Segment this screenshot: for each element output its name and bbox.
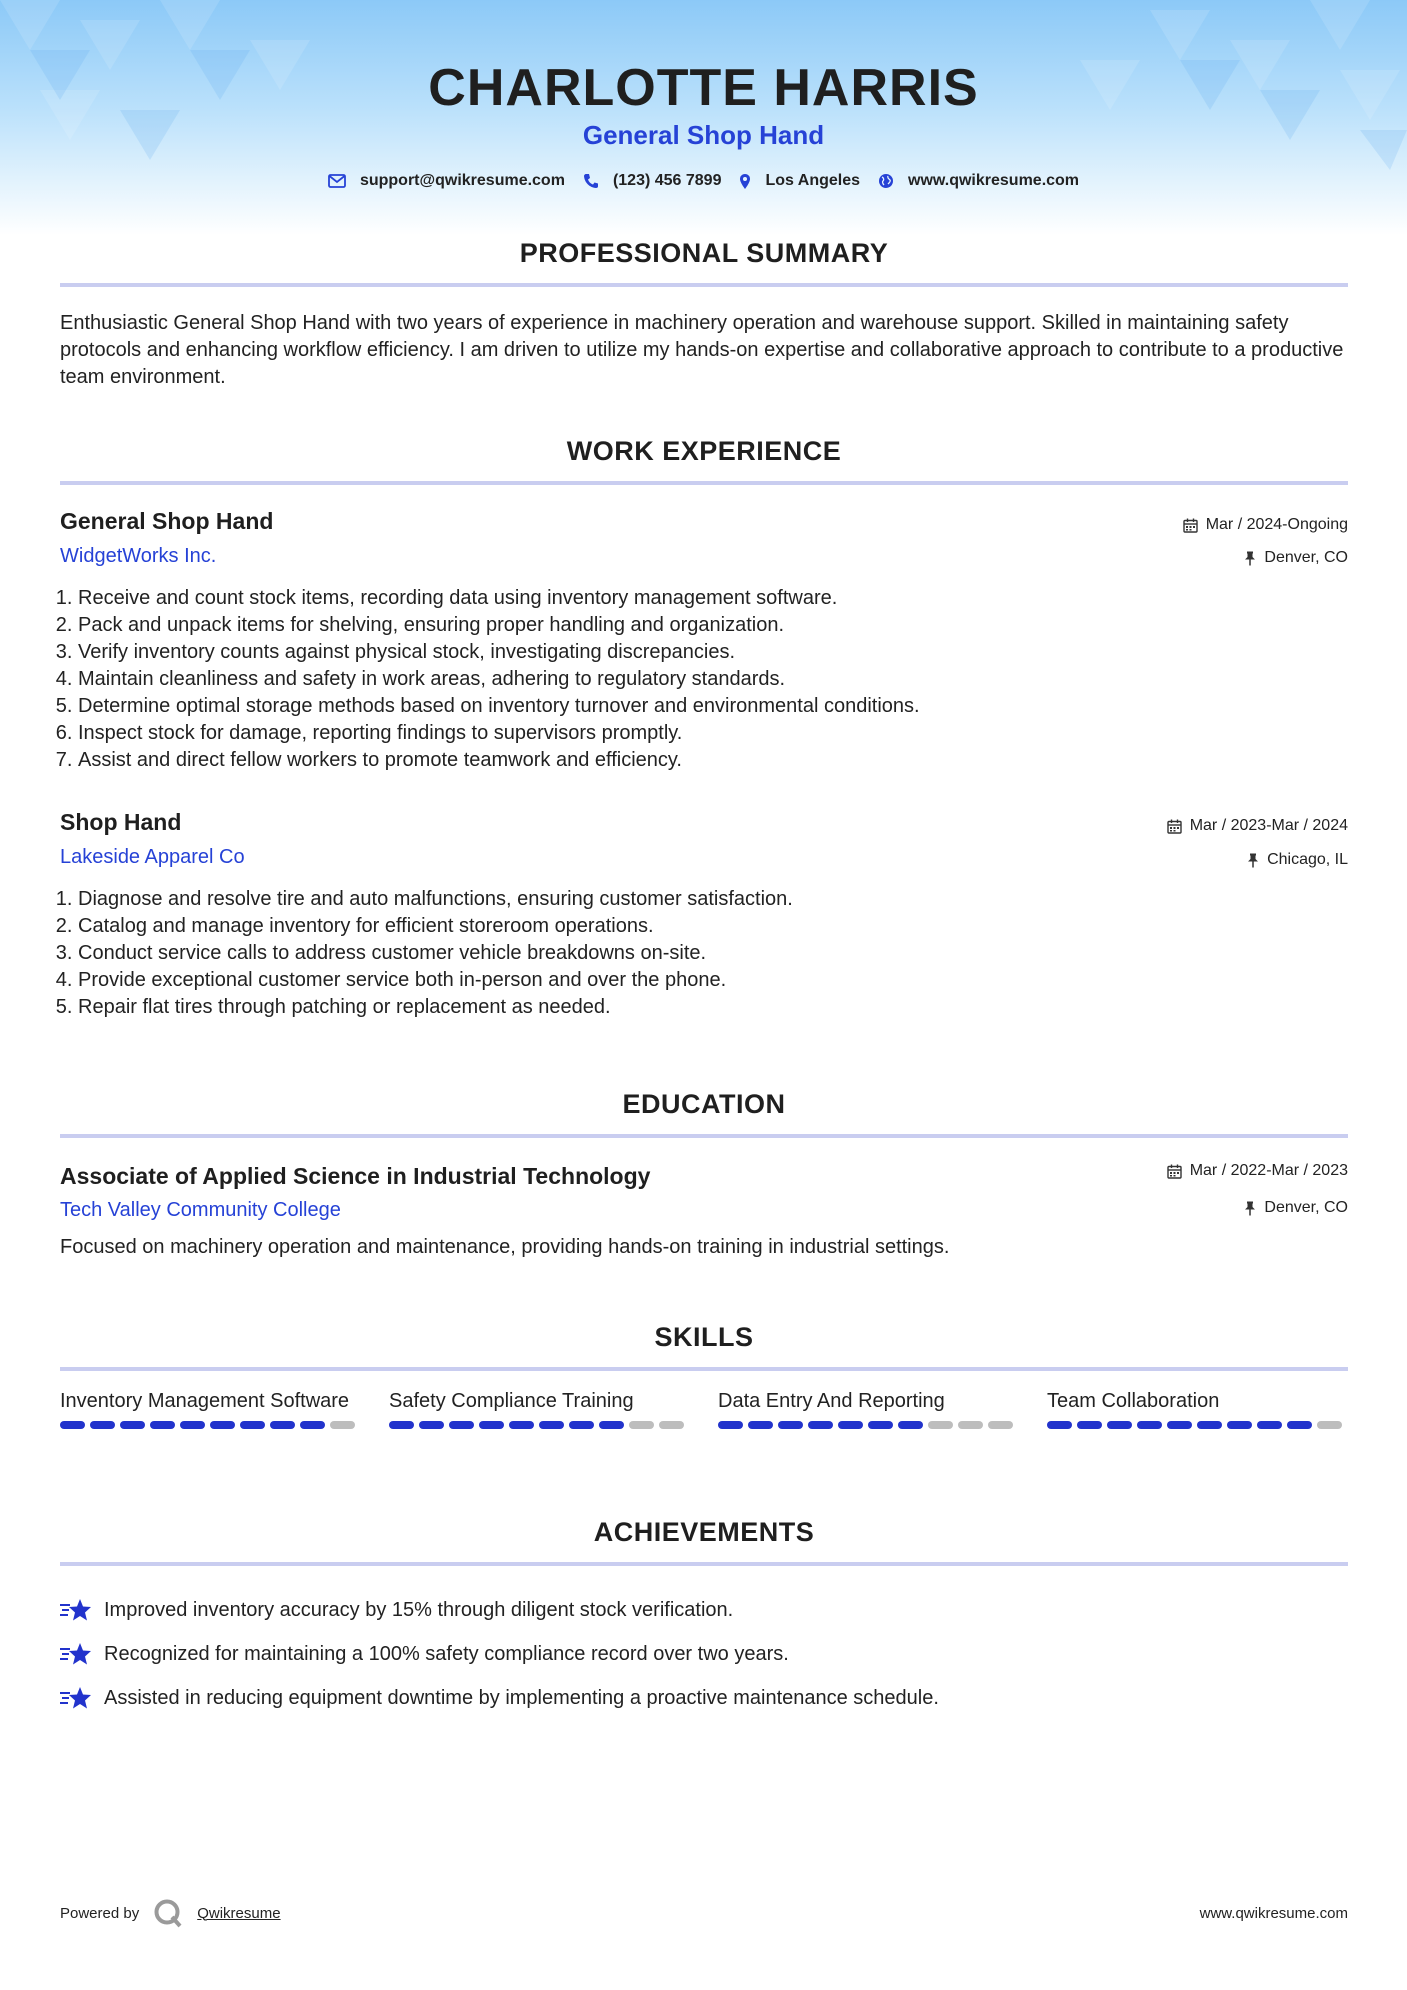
envelope-icon bbox=[328, 174, 346, 188]
skill-segment-filled bbox=[539, 1421, 564, 1429]
achievement-text: Recognized for maintaining a 100% safety compliance record over two years. bbox=[104, 1642, 789, 1665]
qwikresume-link[interactable]: Qwikresume bbox=[197, 1904, 281, 1922]
job-title: Shop Hand bbox=[60, 809, 182, 835]
header-banner bbox=[0, 0, 1407, 235]
education-location-text: Denver, CO bbox=[1264, 1199, 1348, 1216]
skill-segment-empty bbox=[958, 1421, 983, 1429]
list-item: 7. Assist and direct fellow workers to promote teamwork and efficiency. bbox=[78, 747, 1366, 774]
skill-name: Team Collaboration bbox=[1047, 1390, 1220, 1412]
summary-heading: PROFESSIONAL SUMMARY bbox=[519, 238, 889, 268]
calendar-icon bbox=[1183, 518, 1198, 533]
map-pin-icon bbox=[739, 173, 751, 190]
qwikresume-logo-icon bbox=[153, 1898, 183, 1928]
skill-segment-filled bbox=[1077, 1421, 1102, 1429]
skill-segment-filled bbox=[449, 1421, 474, 1429]
job-location bbox=[1244, 549, 1348, 567]
skill-segment-filled bbox=[150, 1421, 175, 1429]
contact-bar bbox=[0, 172, 1407, 190]
contact-location bbox=[739, 172, 860, 190]
skill-segment-filled bbox=[718, 1421, 743, 1429]
list-item: 3. Conduct service calls to address customer vehicle breakdowns on-site. bbox=[78, 940, 1366, 967]
skills-divider bbox=[60, 1367, 1348, 1371]
globe-icon bbox=[878, 173, 894, 189]
skill-item bbox=[718, 1388, 1017, 1429]
experience-heading: WORK EXPERIENCE bbox=[566, 436, 842, 466]
skill-segment-filled bbox=[509, 1421, 534, 1429]
skill-segment-filled bbox=[120, 1421, 145, 1429]
skill-segment-filled bbox=[479, 1421, 504, 1429]
skill-segment-filled bbox=[748, 1421, 773, 1429]
company-name: WidgetWorks Inc. bbox=[60, 545, 217, 567]
education-description: Focused on machinery operation and maintenance, providing hands-on training in industrial settings. bbox=[60, 1236, 950, 1258]
skill-segment-filled bbox=[778, 1421, 803, 1429]
list-item: 2. Catalog and manage inventory for efficient storeroom operations. bbox=[78, 913, 1366, 940]
skill-segment-filled bbox=[1167, 1421, 1192, 1429]
skill-segment-filled bbox=[1047, 1421, 1072, 1429]
star-icon bbox=[60, 1641, 92, 1667]
skill-segment-filled bbox=[270, 1421, 295, 1429]
list-item: 4. Maintain cleanliness and safety in work areas, adhering to regulatory standards. bbox=[78, 666, 1366, 693]
list-item: 3. Verify inventory counts against physical stock, investigating discrepancies. bbox=[78, 639, 1366, 666]
job-dates bbox=[1167, 817, 1348, 835]
skill-segment-filled bbox=[808, 1421, 833, 1429]
job-dates bbox=[1183, 516, 1348, 534]
contact-phone-text: (123) 456 7899 bbox=[612, 172, 722, 189]
degree-title: Associate of Applied Science in Industrial Technology bbox=[60, 1163, 651, 1189]
candidate-name: CHARLOTTE HARRIS bbox=[428, 59, 979, 117]
contact-phone[interactable] bbox=[583, 172, 722, 190]
experience-divider bbox=[60, 481, 1348, 485]
skill-level-bar bbox=[718, 1421, 1017, 1429]
skill-item bbox=[60, 1388, 359, 1429]
skill-segment-filled bbox=[180, 1421, 205, 1429]
calendar-icon bbox=[1167, 819, 1182, 834]
list-item: 5. Repair flat tires through patching or replacement as needed. bbox=[78, 994, 1366, 1021]
skill-item bbox=[1047, 1388, 1346, 1429]
skill-segment-empty bbox=[629, 1421, 654, 1429]
job-title: General Shop Hand bbox=[60, 508, 274, 534]
skill-segment-filled bbox=[300, 1421, 325, 1429]
skill-segment-filled bbox=[898, 1421, 923, 1429]
skill-name: Inventory Management Software bbox=[60, 1390, 350, 1412]
skill-segment-filled bbox=[1287, 1421, 1312, 1429]
achievements-list bbox=[60, 1588, 1348, 1720]
education-dates bbox=[1167, 1162, 1348, 1180]
education-divider bbox=[60, 1134, 1348, 1138]
education-heading: EDUCATION bbox=[622, 1089, 786, 1119]
list-item: 4. Provide exceptional customer service both in-person and over the phone. bbox=[78, 967, 1366, 994]
school-name: Tech Valley Community College bbox=[60, 1199, 341, 1221]
calendar-icon bbox=[1167, 1164, 1182, 1179]
footer-powered-by bbox=[60, 1898, 281, 1928]
job-location-text: Chicago, IL bbox=[1267, 851, 1348, 868]
pushpin-icon bbox=[1247, 853, 1259, 868]
job-location bbox=[1247, 851, 1348, 869]
education-dates-text: Mar / 2022-Mar / 2023 bbox=[1189, 1162, 1348, 1179]
skill-segment-filled bbox=[210, 1421, 235, 1429]
job-location-text: Denver, CO bbox=[1264, 549, 1348, 566]
list-item bbox=[60, 1676, 1348, 1720]
achievements-divider bbox=[60, 1562, 1348, 1566]
skill-level-bar bbox=[60, 1421, 359, 1429]
skill-segment-filled bbox=[599, 1421, 624, 1429]
contact-website-text: www.qwikresume.com bbox=[908, 172, 1080, 189]
list-item: 1. Receive and count stock items, recording data using inventory management software. bbox=[78, 585, 1366, 612]
contact-website[interactable] bbox=[878, 172, 1079, 190]
contact-location-text: Los Angeles bbox=[765, 172, 861, 189]
job-duties-list bbox=[60, 585, 1366, 774]
skill-segment-filled bbox=[1137, 1421, 1162, 1429]
contact-email[interactable] bbox=[328, 172, 565, 190]
powered-by-label: Powered by bbox=[60, 1904, 140, 1922]
skill-name: Data Entry And Reporting bbox=[718, 1390, 945, 1412]
achievement-text: Assisted in reducing equipment downtime by implementing a proactive maintenance schedule. bbox=[104, 1686, 939, 1709]
skill-segment-empty bbox=[928, 1421, 953, 1429]
skill-segment-empty bbox=[330, 1421, 355, 1429]
star-icon bbox=[60, 1685, 92, 1711]
skill-segment-filled bbox=[569, 1421, 594, 1429]
summary-divider bbox=[60, 283, 1348, 287]
star-icon bbox=[60, 1597, 92, 1623]
skill-segment-empty bbox=[1317, 1421, 1342, 1429]
skill-segment-filled bbox=[389, 1421, 414, 1429]
skill-segment-filled bbox=[240, 1421, 265, 1429]
footer-url[interactable]: www.qwikresume.com bbox=[1199, 1905, 1348, 1922]
skill-level-bar bbox=[389, 1421, 688, 1429]
job-dates-text: Mar / 2023-Mar / 2024 bbox=[1189, 817, 1348, 834]
skill-segment-filled bbox=[60, 1421, 85, 1429]
education-location bbox=[1244, 1199, 1348, 1217]
job-dates-text: Mar / 2024-Ongoing bbox=[1205, 516, 1348, 533]
skill-name: Safety Compliance Training bbox=[389, 1390, 634, 1412]
summary-text: Enthusiastic General Shop Hand with two years of experience in machinery operation and warehouse support. Skilled in maintaining safety protocols and enhancing workflow efficiency. I am driven to utilize my hands-on expertise and collaborative approach to contribute to a productive team environment. bbox=[60, 312, 1344, 388]
company-name: Lakeside Apparel Co bbox=[60, 846, 245, 868]
pushpin-icon bbox=[1244, 551, 1256, 566]
list-item bbox=[60, 1632, 1348, 1676]
contact-email-text: support@qwikresume.com bbox=[359, 172, 565, 189]
skill-segment-filled bbox=[1257, 1421, 1282, 1429]
pushpin-icon bbox=[1244, 1201, 1256, 1216]
phone-icon bbox=[583, 173, 599, 189]
skill-segment-filled bbox=[1227, 1421, 1252, 1429]
list-item bbox=[60, 1588, 1348, 1632]
skill-segment-filled bbox=[90, 1421, 115, 1429]
skill-segment-empty bbox=[988, 1421, 1013, 1429]
list-item: 2. Pack and unpack items for shelving, ensuring proper handling and organization. bbox=[78, 612, 1366, 639]
skill-segment-filled bbox=[1107, 1421, 1132, 1429]
skill-segment-filled bbox=[838, 1421, 863, 1429]
candidate-role: General Shop Hand bbox=[582, 120, 825, 150]
list-item: 6. Inspect stock for damage, reporting findings to supervisors promptly. bbox=[78, 720, 1366, 747]
skills-grid bbox=[60, 1388, 1348, 1429]
job-duties-list bbox=[60, 886, 1366, 1021]
skill-segment-filled bbox=[868, 1421, 893, 1429]
achievement-text: Improved inventory accuracy by 15% through diligent stock verification. bbox=[104, 1598, 734, 1621]
skill-item bbox=[389, 1388, 688, 1429]
list-item: 1. Diagnose and resolve tire and auto malfunctions, ensuring customer satisfaction. bbox=[78, 886, 1366, 913]
skill-segment-empty bbox=[659, 1421, 684, 1429]
list-item: 5. Determine optimal storage methods based on inventory turnover and environmental conditions. bbox=[78, 693, 1366, 720]
skill-segment-filled bbox=[419, 1421, 444, 1429]
skill-level-bar bbox=[1047, 1421, 1346, 1429]
skills-heading: SKILLS bbox=[654, 1322, 754, 1352]
achievements-heading: ACHIEVEMENTS bbox=[593, 1517, 815, 1547]
skill-segment-filled bbox=[1197, 1421, 1222, 1429]
